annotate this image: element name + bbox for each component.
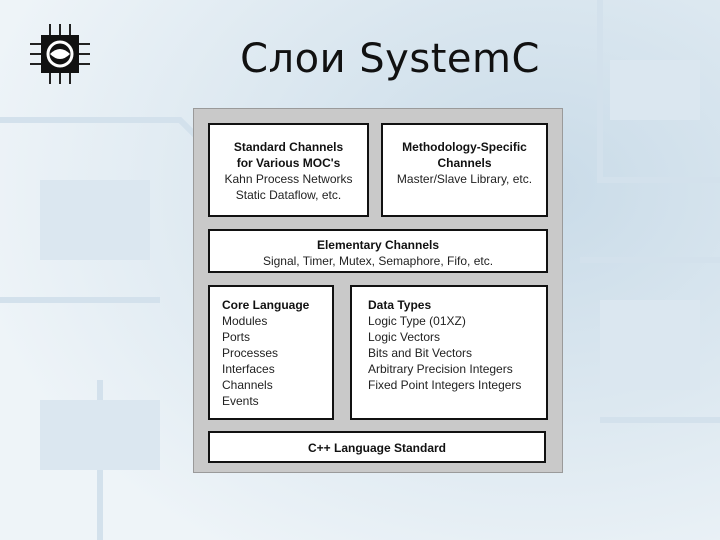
cpp-standard-heading: C++ Language Standard <box>307 441 447 455</box>
data-types-item: Logic Type (01XZ) <box>368 314 466 328</box>
elementary-channels-line: Signal, Timer, Mutex, Semaphore, Fifo, etc. <box>262 254 494 268</box>
data-types-item: Logic Vectors <box>368 330 441 344</box>
core-language-item: Processes <box>222 346 279 360</box>
elementary-channels-box <box>208 229 548 273</box>
core-language-heading: Core Language <box>222 298 310 312</box>
standard-channels-heading-1: Standard Channels <box>233 140 344 154</box>
core-language-item: Channels <box>222 378 273 392</box>
standard-channels-heading-2: for Various MOC's <box>236 156 341 170</box>
systemc-layers-diagram <box>193 108 563 473</box>
standard-channels-line: Kahn Process Networks <box>224 172 353 186</box>
slide-title: Слои SystemC <box>240 36 540 82</box>
core-language-item: Modules <box>222 314 268 328</box>
standard-channels-line: Static Dataflow, etc. <box>235 188 342 202</box>
methodology-heading-2: Channels <box>437 156 492 170</box>
core-language-item: Interfaces <box>222 362 275 376</box>
core-language-item: Events <box>222 394 259 408</box>
methodology-line: Master/Slave Library, etc. <box>396 172 533 186</box>
cpp-language-standard-box <box>208 431 546 463</box>
core-language-item: Ports <box>222 330 251 344</box>
data-types-heading: Data Types <box>368 298 432 312</box>
chip-logo-icon <box>28 22 92 86</box>
methodology-channels-box <box>381 123 548 217</box>
elementary-channels-heading: Elementary Channels <box>316 238 440 252</box>
data-types-item: Arbitrary Precision Integers <box>368 362 513 376</box>
data-types-box <box>350 285 548 420</box>
standard-channels-box <box>208 123 369 217</box>
data-types-item: Fixed Point Integers Integers <box>368 378 522 392</box>
core-language-box <box>208 285 334 420</box>
data-types-item: Bits and Bit Vectors <box>368 346 473 360</box>
methodology-heading-1: Methodology-Specific <box>402 140 527 154</box>
